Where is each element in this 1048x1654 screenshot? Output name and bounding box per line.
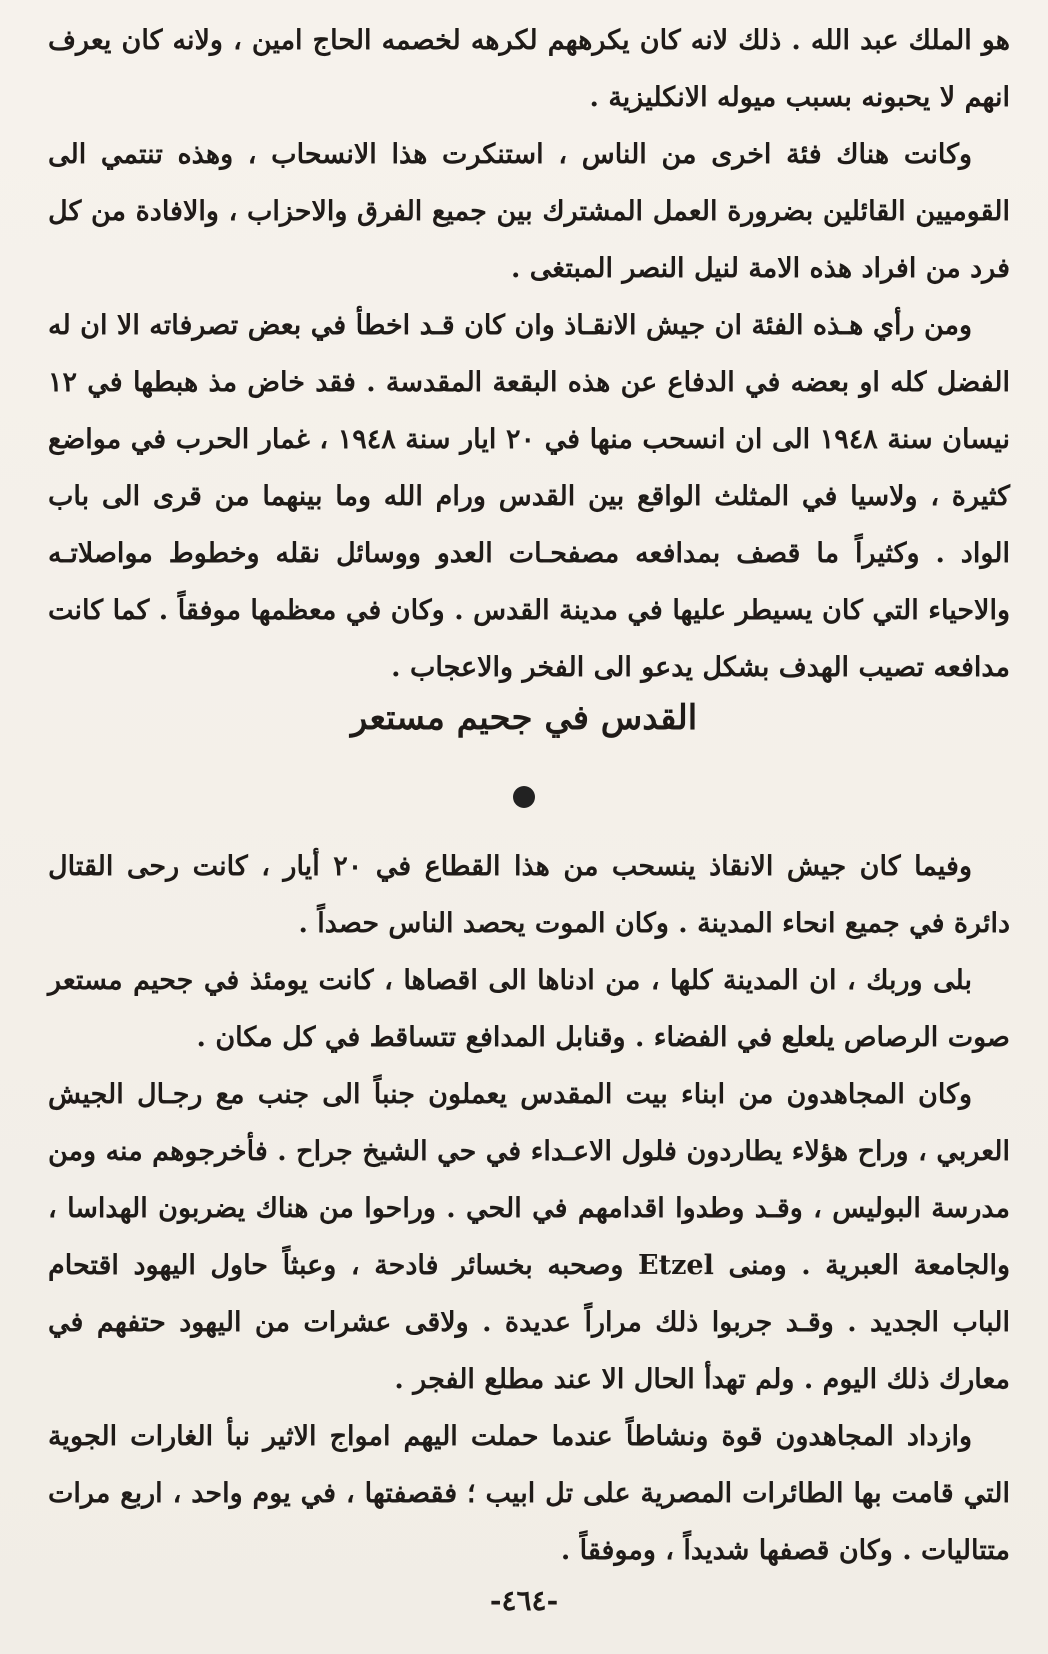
page-number: -٤٦٤- (489, 1584, 559, 1617)
paragraph-1: هو الملك عبد الله . ذلك لانه كان يكرههم لكرهه لخصمه الحاج امين ، ولانه كان يعرف انهم لا يحبونه بسبب ميوله الانكليزية . (48, 25, 1010, 113)
paragraph-7: وازداد المجاهدون قوة ونشاطاً عندما حملت اليهم امواج الاثير نبأ الغارات الجوية التي قامت بها الطائرات المصرية على تل ابيب ؛ فقصفتها ، في يوم واحد ، اربع مرات متتاليات . وكان قصفها شديداً ، وموفقاً . (48, 1421, 1010, 1566)
paragraph-5: بلى وربك ، ان المدينة كلها ، من ادناها الى اقصاها ، كانت يومئذ في جحيم مستعر صوت الرصاص يلعلع في الفضاء . وقنابل المدافع تتساقط في كل مكان . (48, 965, 1010, 1053)
paragraph-2: وكانت هناك فئة اخرى من الناس ، استنكرت هذا الانسحاب ، وهذه تنتمي الى القوميين القائلين بضرورة العمل المشترك بين جميع الفرق والاحزاب ، والافادة من كل فرد من افراد هذه الامة لنيل النصر المبتغى . (48, 139, 1010, 284)
section-heading: القدس في جحيم مستعر (350, 698, 698, 738)
bullet-icon (513, 786, 535, 808)
bottom-text-block (48, 838, 1010, 1579)
paragraph-4: وفيما كان جيش الانقاذ ينسحب من هذا القطاع في ٢٠ أيار ، كانت رحى القتال دائرة في جميع انحاء المدينة . وكان الموت يحصد الناس حصداً . (48, 851, 1010, 939)
paragraph-3: ومن رأي هـذه الفئة ان جيش الانقـاذ وان كان قـد اخطأ في بعض تصرفاته الا ان له الفضل كله او بعضه في الدفاع عن هذه البقعة المقدسة . فقد خاض مذ هبطها في ١٢ نيسان سنة ١٩٤٨ الى ان انسحب منها في ٢٠ ايار سنة ١٩٤٨ ، غمار الحرب في مواضع كثيرة ، ولاسيا في المثلث الواقع بين القدس ورام الله وما بينهما من قرى الى باب الواد . وكثيراً ما قصف بمدافعه مصفحـات العدو ووسائل نقله وخطوط مواصلاتـه والاحياء التي كان يسيطر عليها في مدينة القدس . وكان في معظمها موفقاً . كما كانت مدافعه تصيب الهدف بشكل يدعو الى الفخر والاعجاب . (48, 310, 1010, 683)
paragraph-6: وكان المجاهدون من ابناء بيت المقدس يعملون جنباً الى جنب مع رجـال الجيش العربي ، وراح هؤلاء يطاردون فلول الاعـداء في حي الشيخ جراح . فأخرجوهم منه ومن مدرسة البوليس ، وقـد وطدوا اقدامهم في الحي . وراحوا من هناك يضربون الهداسا ، والجامعة العبرية . ومنى Etzel وصحبه بخسائر فادحة ، وعبثاً حاول اليهود اقتحام الباب الجديد . وقـد جربوا ذلك مراراً عديدة . ولاقى عشرات من اليهود حتفهم في معارك ذلك اليوم . ولم تهدأ الحال الا عند مطلع الفجر . (48, 1079, 1011, 1395)
top-text-block (48, 12, 1010, 696)
